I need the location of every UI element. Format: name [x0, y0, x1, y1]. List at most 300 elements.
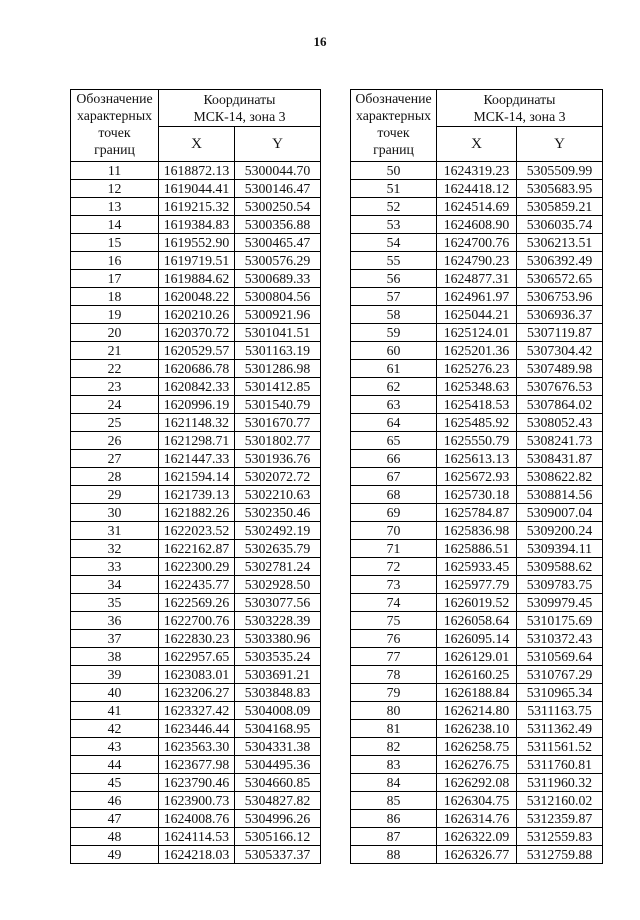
table-row: [71, 378, 321, 396]
x-coordinate-cell: 1626292.08: [437, 774, 517, 792]
table-row: [71, 360, 321, 378]
coordinates-table-body: [351, 162, 603, 864]
x-coordinate-cell: 1623563.30: [159, 738, 235, 756]
point-number-cell: 69: [351, 504, 437, 522]
x-coordinate-cell: 1625485.92: [437, 414, 517, 432]
table-row: [71, 486, 321, 504]
point-number-cell: 68: [351, 486, 437, 504]
point-number-cell: 51: [351, 180, 437, 198]
x-coordinate-cell: 1624514.69: [437, 198, 517, 216]
table-row: [71, 792, 321, 810]
table-row: [351, 576, 603, 594]
x-coordinate-cell: 1626129.01: [437, 648, 517, 666]
y-coordinate-cell: 5310175.69: [517, 612, 603, 630]
x-coordinate-cell: 1624877.31: [437, 270, 517, 288]
point-number-cell: 28: [71, 468, 159, 486]
y-coordinate-cell: 5304331.38: [235, 738, 321, 756]
y-coordinate-cell: 5309783.75: [517, 576, 603, 594]
coordinates-table-body: [71, 162, 321, 864]
coordinates-table-left: [70, 89, 321, 864]
x-coordinate-cell: 1623677.98: [159, 756, 235, 774]
y-coordinate-cell: 5300804.56: [235, 288, 321, 306]
point-number-cell: 52: [351, 198, 437, 216]
x-coordinate-cell: 1626276.75: [437, 756, 517, 774]
x-coordinate-cell: 1619884.62: [159, 270, 235, 288]
point-number-cell: 22: [71, 360, 159, 378]
table-row: [71, 756, 321, 774]
table-row: [71, 306, 321, 324]
y-coordinate-cell: 5303691.21: [235, 666, 321, 684]
y-coordinate-cell: 5303380.96: [235, 630, 321, 648]
x-coordinate-cell: 1623446.44: [159, 720, 235, 738]
page-number: 16: [313, 34, 327, 49]
x-coordinate-cell: 1626304.75: [437, 792, 517, 810]
y-coordinate-cell: 5308241.73: [517, 432, 603, 450]
x-coordinate-cell: 1622300.29: [159, 558, 235, 576]
x-coordinate-cell: 1626238.10: [437, 720, 517, 738]
table-row: [351, 288, 603, 306]
y-coordinate-cell: 5301540.79: [235, 396, 321, 414]
point-number-cell: 20: [71, 324, 159, 342]
point-number-cell: 83: [351, 756, 437, 774]
point-number-cell: 77: [351, 648, 437, 666]
table-row: [351, 324, 603, 342]
y-coordinate-cell: 5300465.47: [235, 234, 321, 252]
point-number-cell: 31: [71, 522, 159, 540]
coordinates-header: [437, 90, 603, 127]
x-coordinate-cell: 1622569.26: [159, 594, 235, 612]
table-row: [351, 540, 603, 558]
y-column-header: Y: [517, 127, 603, 162]
table-row: [351, 396, 603, 414]
y-coordinate-cell: 5304660.85: [235, 774, 321, 792]
x-coordinate-cell: 1626326.77: [437, 846, 517, 864]
table-row: [351, 504, 603, 522]
point-number-cell: 21: [71, 342, 159, 360]
table-row: [71, 504, 321, 522]
x-coordinate-cell: 1625201.36: [437, 342, 517, 360]
x-coordinate-cell: 1625348.63: [437, 378, 517, 396]
y-coordinate-cell: 5301670.77: [235, 414, 321, 432]
table-row: [351, 792, 603, 810]
table-row: [351, 432, 603, 450]
y-coordinate-cell: 5300044.70: [235, 162, 321, 180]
x-coordinate-cell: 1625613.13: [437, 450, 517, 468]
y-coordinate-cell: 5304168.95: [235, 720, 321, 738]
x-coordinate-cell: 1623900.73: [159, 792, 235, 810]
y-coordinate-cell: 5309394.11: [517, 540, 603, 558]
point-number-cell: 79: [351, 684, 437, 702]
y-coordinate-cell: 5312160.02: [517, 792, 603, 810]
x-coordinate-cell: 1624700.76: [437, 234, 517, 252]
x-coordinate-cell: 1621148.32: [159, 414, 235, 432]
table-row: [71, 684, 321, 702]
table-row: [71, 540, 321, 558]
table-row: [351, 702, 603, 720]
y-coordinate-cell: 5304827.82: [235, 792, 321, 810]
x-coordinate-cell: 1620210.26: [159, 306, 235, 324]
y-coordinate-cell: 5304008.09: [235, 702, 321, 720]
y-coordinate-cell: 5306936.37: [517, 306, 603, 324]
point-number-cell: 24: [71, 396, 159, 414]
table-row: [71, 558, 321, 576]
y-coordinate-cell: 5311163.75: [517, 702, 603, 720]
table-row: [351, 720, 603, 738]
x-column-header: X: [437, 127, 517, 162]
point-number-cell: 75: [351, 612, 437, 630]
y-coordinate-cell: 5302210.63: [235, 486, 321, 504]
point-number-cell: 35: [71, 594, 159, 612]
x-coordinate-cell: 1625933.45: [437, 558, 517, 576]
y-coordinate-cell: 5300921.96: [235, 306, 321, 324]
point-number-cell: 71: [351, 540, 437, 558]
table-row: [351, 198, 603, 216]
coordinate-system-label: МСК-14, зона 3: [193, 109, 286, 124]
y-coordinate-cell: 5305509.99: [517, 162, 603, 180]
table-row: [351, 162, 603, 180]
y-coordinate-cell: 5305166.12: [235, 828, 321, 846]
x-coordinate-cell: 1626019.52: [437, 594, 517, 612]
point-number-cell: 30: [71, 504, 159, 522]
x-coordinate-cell: 1624418.12: [437, 180, 517, 198]
point-number-cell: 23: [71, 378, 159, 396]
point-number-cell: 72: [351, 558, 437, 576]
x-coordinate-cell: 1622023.52: [159, 522, 235, 540]
table-row: [71, 630, 321, 648]
table-row: [71, 720, 321, 738]
point-number-cell: 42: [71, 720, 159, 738]
table-row: [71, 162, 321, 180]
table-row: [71, 846, 321, 864]
x-coordinate-cell: 1622830.23: [159, 630, 235, 648]
y-coordinate-cell: 5303228.39: [235, 612, 321, 630]
point-number-cell: 43: [71, 738, 159, 756]
header-label-line: Обозначение: [76, 91, 153, 106]
x-coordinate-cell: 1624790.23: [437, 252, 517, 270]
point-number-cell: 67: [351, 468, 437, 486]
header-label-line: границ: [373, 142, 414, 157]
x-coordinate-cell: 1622435.77: [159, 576, 235, 594]
x-coordinate-cell: 1625672.93: [437, 468, 517, 486]
header-label-line: точек: [377, 125, 410, 140]
table-row: [71, 324, 321, 342]
point-number-cell: 12: [71, 180, 159, 198]
point-number-cell: 73: [351, 576, 437, 594]
x-coordinate-cell: 1621882.26: [159, 504, 235, 522]
x-coordinate-cell: 1619719.51: [159, 252, 235, 270]
point-number-cell: 84: [351, 774, 437, 792]
y-column-header: Y: [235, 127, 321, 162]
table-row: [351, 414, 603, 432]
y-coordinate-cell: 5306213.51: [517, 234, 603, 252]
y-coordinate-cell: 5309200.24: [517, 522, 603, 540]
y-coordinate-cell: 5305683.95: [517, 180, 603, 198]
y-coordinate-cell: 5302928.50: [235, 576, 321, 594]
y-coordinate-cell: 5306572.65: [517, 270, 603, 288]
x-coordinate-cell: 1625836.98: [437, 522, 517, 540]
y-coordinate-cell: 5300689.33: [235, 270, 321, 288]
y-coordinate-cell: 5309588.62: [517, 558, 603, 576]
y-coordinate-cell: 5302781.24: [235, 558, 321, 576]
table-row: [71, 414, 321, 432]
point-number-cell: 63: [351, 396, 437, 414]
point-number-cell: 29: [71, 486, 159, 504]
point-number-cell: 15: [71, 234, 159, 252]
point-number-cell: 11: [71, 162, 159, 180]
x-coordinate-cell: 1624114.53: [159, 828, 235, 846]
x-coordinate-cell: 1621739.13: [159, 486, 235, 504]
x-coordinate-cell: 1626322.09: [437, 828, 517, 846]
table-row: [351, 738, 603, 756]
point-number-cell: 38: [71, 648, 159, 666]
point-number-cell: 54: [351, 234, 437, 252]
point-number-cell: 87: [351, 828, 437, 846]
table-row: [351, 756, 603, 774]
y-coordinate-cell: 5308814.56: [517, 486, 603, 504]
point-number-cell: 39: [71, 666, 159, 684]
y-coordinate-cell: 5306753.96: [517, 288, 603, 306]
point-number-cell: 26: [71, 432, 159, 450]
y-coordinate-cell: 5301163.19: [235, 342, 321, 360]
point-number-cell: 46: [71, 792, 159, 810]
x-coordinate-cell: 1625044.21: [437, 306, 517, 324]
point-number-cell: 50: [351, 162, 437, 180]
point-number-cell: 49: [71, 846, 159, 864]
y-coordinate-cell: 5307119.87: [517, 324, 603, 342]
y-coordinate-cell: 5301041.51: [235, 324, 321, 342]
y-coordinate-cell: 5300576.29: [235, 252, 321, 270]
table-row: [71, 594, 321, 612]
y-coordinate-cell: 5309979.45: [517, 594, 603, 612]
table-row: [351, 666, 603, 684]
point-number-cell: 41: [71, 702, 159, 720]
y-coordinate-cell: 5310965.34: [517, 684, 603, 702]
table-row: [71, 396, 321, 414]
coordinate-system-label: МСК-14, зона 3: [473, 109, 566, 124]
table-row: [351, 774, 603, 792]
x-coordinate-cell: 1618872.13: [159, 162, 235, 180]
point-number-cell: 32: [71, 540, 159, 558]
y-coordinate-cell: 5302350.46: [235, 504, 321, 522]
x-coordinate-cell: 1625730.18: [437, 486, 517, 504]
table-row: [71, 216, 321, 234]
x-coordinate-cell: 1624319.23: [437, 162, 517, 180]
x-coordinate-cell: 1620048.22: [159, 288, 235, 306]
y-coordinate-cell: 5303848.83: [235, 684, 321, 702]
y-coordinate-cell: 5311960.32: [517, 774, 603, 792]
coordinates-table-right: [350, 89, 603, 864]
y-coordinate-cell: 5301936.76: [235, 450, 321, 468]
point-number-cell: 47: [71, 810, 159, 828]
point-number-cell: 59: [351, 324, 437, 342]
y-coordinate-cell: 5302072.72: [235, 468, 321, 486]
table-row: [71, 810, 321, 828]
y-coordinate-cell: 5311760.81: [517, 756, 603, 774]
header-label-line: характерных: [356, 108, 431, 123]
table-row: [71, 288, 321, 306]
point-number-cell: 82: [351, 738, 437, 756]
point-number-cell: 27: [71, 450, 159, 468]
x-coordinate-cell: 1619384.83: [159, 216, 235, 234]
point-label-header: [71, 90, 159, 162]
table-row: [71, 648, 321, 666]
point-number-cell: 34: [71, 576, 159, 594]
point-number-cell: 55: [351, 252, 437, 270]
x-coordinate-cell: 1621298.71: [159, 432, 235, 450]
x-coordinate-cell: 1623206.27: [159, 684, 235, 702]
y-coordinate-cell: 5307304.42: [517, 342, 603, 360]
y-coordinate-cell: 5305859.21: [517, 198, 603, 216]
table-row: [71, 702, 321, 720]
point-number-cell: 25: [71, 414, 159, 432]
point-number-cell: 18: [71, 288, 159, 306]
x-coordinate-cell: 1626188.84: [437, 684, 517, 702]
x-coordinate-cell: 1626095.14: [437, 630, 517, 648]
y-coordinate-cell: 5308431.87: [517, 450, 603, 468]
x-column-header: X: [159, 127, 235, 162]
table-row: [351, 810, 603, 828]
table-row: [351, 252, 603, 270]
header-label-line: точек: [98, 125, 131, 140]
table-row: [351, 450, 603, 468]
point-number-cell: 56: [351, 270, 437, 288]
x-coordinate-cell: 1620370.72: [159, 324, 235, 342]
header-label-line: Обозначение: [355, 91, 432, 106]
coordinates-title: Координаты: [203, 92, 276, 107]
table-row: [71, 828, 321, 846]
y-coordinate-cell: 5301802.77: [235, 432, 321, 450]
y-coordinate-cell: 5303077.56: [235, 594, 321, 612]
table-row: [351, 486, 603, 504]
coordinates-header: [159, 90, 321, 127]
header-label-line: характерных: [77, 108, 152, 123]
table-row: [351, 846, 603, 864]
table-row: [351, 684, 603, 702]
point-label-header: [351, 90, 437, 162]
x-coordinate-cell: 1622162.87: [159, 540, 235, 558]
table-row: [351, 630, 603, 648]
point-number-cell: 80: [351, 702, 437, 720]
table-row: [351, 342, 603, 360]
y-coordinate-cell: 5311362.49: [517, 720, 603, 738]
x-coordinate-cell: 1622957.65: [159, 648, 235, 666]
table-row: [71, 270, 321, 288]
x-coordinate-cell: 1619215.32: [159, 198, 235, 216]
y-coordinate-cell: 5302635.79: [235, 540, 321, 558]
point-number-cell: 66: [351, 450, 437, 468]
x-coordinate-cell: 1625124.01: [437, 324, 517, 342]
table-row: [71, 522, 321, 540]
point-number-cell: 88: [351, 846, 437, 864]
table-row: [351, 360, 603, 378]
point-number-cell: 33: [71, 558, 159, 576]
y-coordinate-cell: 5312559.83: [517, 828, 603, 846]
y-coordinate-cell: 5303535.24: [235, 648, 321, 666]
point-number-cell: 19: [71, 306, 159, 324]
point-number-cell: 40: [71, 684, 159, 702]
point-number-cell: 45: [71, 774, 159, 792]
table-row: [351, 558, 603, 576]
point-number-cell: 76: [351, 630, 437, 648]
table-row: [351, 828, 603, 846]
x-coordinate-cell: 1619552.90: [159, 234, 235, 252]
point-number-cell: 44: [71, 756, 159, 774]
x-coordinate-cell: 1626258.75: [437, 738, 517, 756]
x-coordinate-cell: 1626314.76: [437, 810, 517, 828]
x-coordinate-cell: 1625550.79: [437, 432, 517, 450]
y-coordinate-cell: 5306392.49: [517, 252, 603, 270]
table-row: [351, 270, 603, 288]
x-coordinate-cell: 1620686.78: [159, 360, 235, 378]
x-coordinate-cell: 1624608.90: [437, 216, 517, 234]
x-coordinate-cell: 1620529.57: [159, 342, 235, 360]
x-coordinate-cell: 1619044.41: [159, 180, 235, 198]
point-number-cell: 61: [351, 360, 437, 378]
y-coordinate-cell: 5306035.74: [517, 216, 603, 234]
table-row: [71, 468, 321, 486]
table-row: [351, 180, 603, 198]
x-coordinate-cell: 1624961.97: [437, 288, 517, 306]
point-number-cell: 13: [71, 198, 159, 216]
table-row: [351, 522, 603, 540]
table-row: [71, 432, 321, 450]
x-coordinate-cell: 1624008.76: [159, 810, 235, 828]
x-coordinate-cell: 1623790.46: [159, 774, 235, 792]
x-coordinate-cell: 1625418.53: [437, 396, 517, 414]
y-coordinate-cell: 5307676.53: [517, 378, 603, 396]
y-coordinate-cell: 5304996.26: [235, 810, 321, 828]
x-coordinate-cell: 1625977.79: [437, 576, 517, 594]
point-number-cell: 57: [351, 288, 437, 306]
coordinates-title: Координаты: [483, 92, 556, 107]
y-coordinate-cell: 5308052.43: [517, 414, 603, 432]
point-number-cell: 81: [351, 720, 437, 738]
point-number-cell: 36: [71, 612, 159, 630]
y-coordinate-cell: 5304495.36: [235, 756, 321, 774]
y-coordinate-cell: 5302492.19: [235, 522, 321, 540]
x-coordinate-cell: 1625784.87: [437, 504, 517, 522]
point-number-cell: 60: [351, 342, 437, 360]
y-coordinate-cell: 5309007.04: [517, 504, 603, 522]
point-number-cell: 58: [351, 306, 437, 324]
point-number-cell: 65: [351, 432, 437, 450]
table-row: [351, 468, 603, 486]
point-number-cell: 64: [351, 414, 437, 432]
y-coordinate-cell: 5311561.52: [517, 738, 603, 756]
table-row: [71, 450, 321, 468]
table-row: [71, 666, 321, 684]
table-row: [71, 342, 321, 360]
table-row: [71, 576, 321, 594]
y-coordinate-cell: 5301286.98: [235, 360, 321, 378]
y-coordinate-cell: 5305337.37: [235, 846, 321, 864]
y-coordinate-cell: 5310372.43: [517, 630, 603, 648]
point-number-cell: 85: [351, 792, 437, 810]
table-row: [71, 738, 321, 756]
point-number-cell: 16: [71, 252, 159, 270]
x-coordinate-cell: 1623083.01: [159, 666, 235, 684]
table-row: [71, 612, 321, 630]
y-coordinate-cell: 5312759.88: [517, 846, 603, 864]
x-coordinate-cell: 1625886.51: [437, 540, 517, 558]
x-coordinate-cell: 1624218.03: [159, 846, 235, 864]
table-row: [351, 648, 603, 666]
table-row: [351, 306, 603, 324]
y-coordinate-cell: 5307489.98: [517, 360, 603, 378]
x-coordinate-cell: 1626160.25: [437, 666, 517, 684]
y-coordinate-cell: 5307864.02: [517, 396, 603, 414]
x-coordinate-cell: 1626214.80: [437, 702, 517, 720]
